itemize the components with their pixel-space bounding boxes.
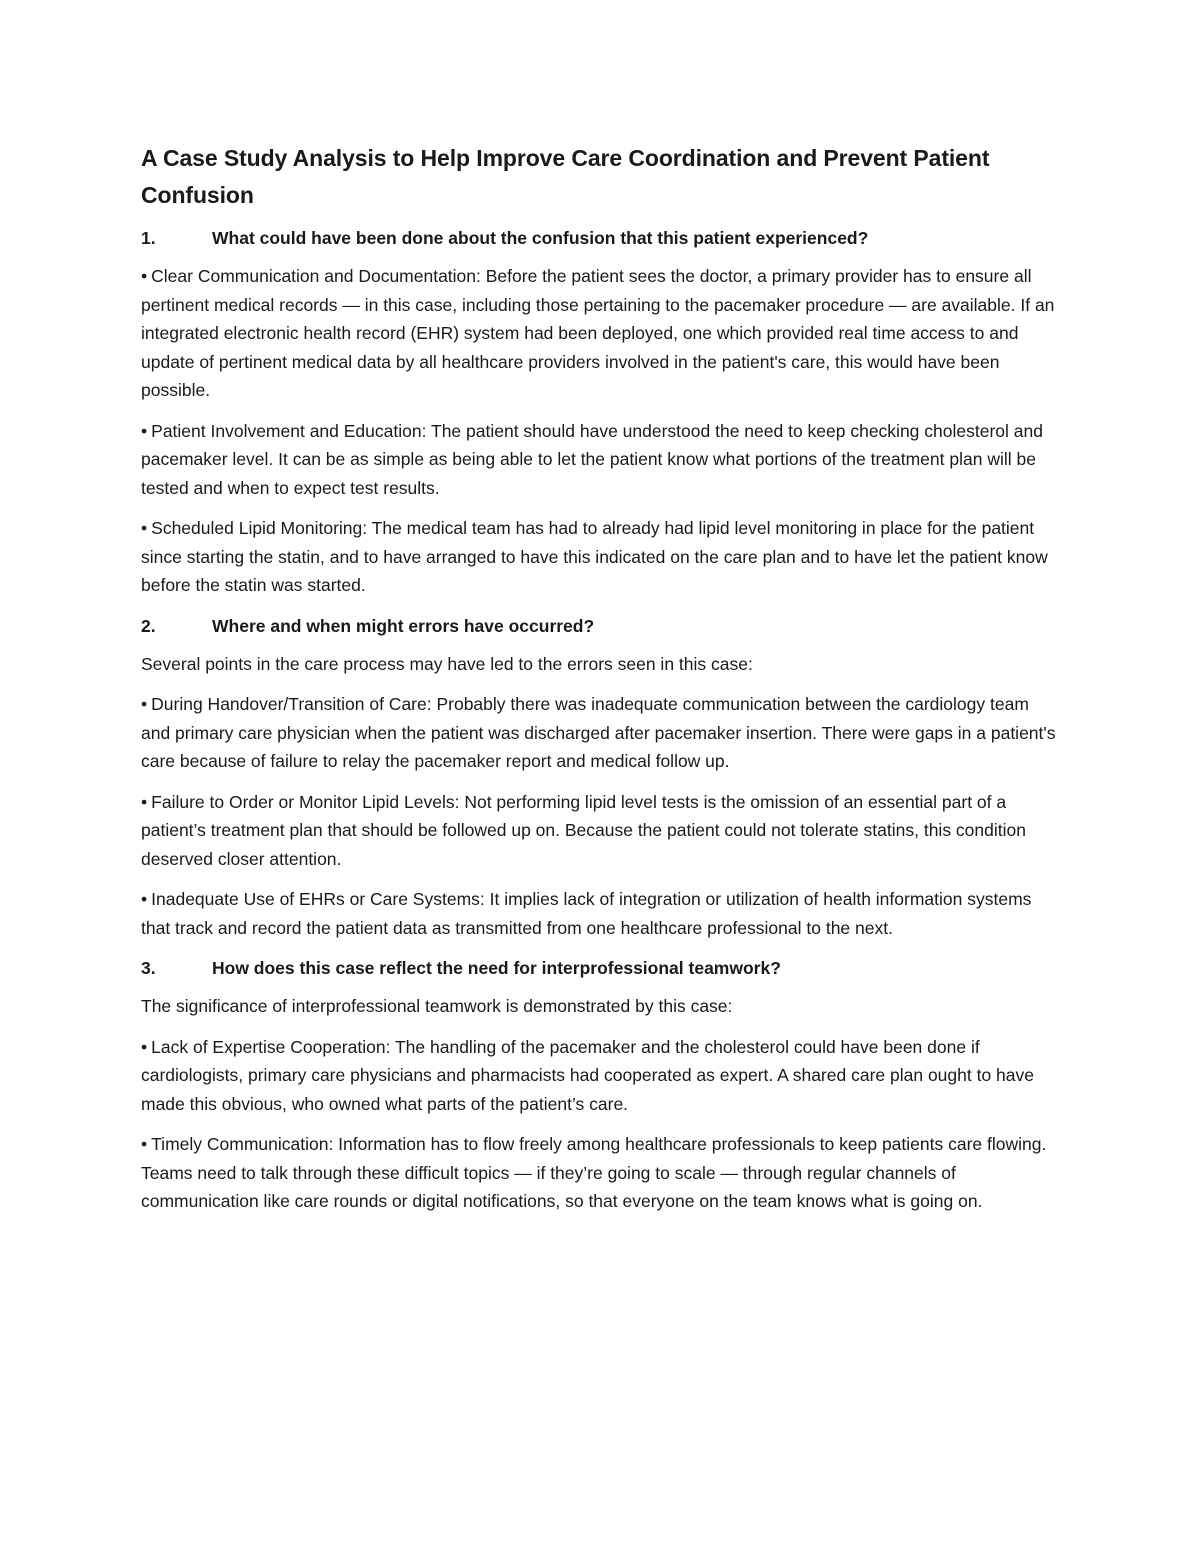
question-number: 2. [141, 615, 156, 636]
question-heading [141, 224, 1061, 252]
bullet-icon: • [141, 518, 148, 538]
bullet-text: During Handover/Transition of Care: Probably there was inadequate communication between the cardiology team and primary care physician when the patient was discharged after pacemaker insertion. There were gaps in a patient's care because of failure to relay the pacemaker report and medical follow up. [141, 694, 1056, 771]
bullet-icon: • [141, 266, 148, 286]
bullet-paragraph [141, 690, 1061, 776]
question-text: Where and when might errors have occurred? [212, 615, 595, 636]
bullet-paragraph [141, 262, 1061, 405]
section-intro: Several points in the care process may have led to the errors seen in this case: [141, 653, 753, 674]
bullet-text: Clear Communication and Documentation: Before the patient sees the doctor, a primary provider has to ensure all pertinent medical records — in this case, including those pertaining to the pacemaker procedure — are available. If an integrated electronic health record (EHR) system had been deployed, one which provided real time access to and update of pertinent medical data by all healthcare providers involved in the patient's care, this would have been possible. [141, 266, 1055, 400]
question-number: 1. [141, 228, 156, 248]
bullet-icon: • [141, 1134, 148, 1154]
question-heading [141, 612, 1061, 640]
bullet-paragraph [141, 885, 1061, 942]
bullet-icon: • [141, 694, 148, 714]
bullet-paragraph [141, 417, 1061, 503]
bullet-paragraph [141, 514, 1061, 600]
bullet-paragraph [141, 1033, 1061, 1119]
bullet-text: Failure to Order or Monitor Lipid Levels: Not performing lipid level tests is the omission of an essential part of a patient’s treatment plan that should be followed up on. Because the patient could not tolerate statins, this condition deserved closer attention. [141, 791, 1026, 869]
bullet-icon: • [141, 889, 148, 909]
bullet-icon: • [141, 791, 148, 812]
bullet-paragraph [141, 788, 1061, 874]
document-page [141, 140, 1061, 1228]
question-number: 3. [141, 958, 156, 978]
bullet-text: Timely Communication: Information has to flow freely among healthcare professionals to keep patients care flowing. Teams need to talk through these difficult topics — if they’re going to scale — through regular channels of communication like care rounds or digital notifications, so that everyone on the team knows what is going on. [141, 1134, 1047, 1211]
question-text: How does this case reflect the need for interprofessional teamwork? [212, 958, 781, 978]
page-title: A Case Study Analysis to Help Improve Care Coordination and Prevent Patient Confusion [141, 145, 990, 208]
bullet-text: Lack of Expertise Cooperation: The handling of the pacemaker and the cholesterol could have been done if cardiologists, primary care physicians and pharmacists had cooperated as expert. A shared care plan ought to have made this obvious, who owned what parts of the patient’s care. [141, 1036, 1035, 1114]
bullet-text: Scheduled Lipid Monitoring: The medical team has had to already had lipid level monitoring in place for the patient since starting the statin, and to have arranged to have this indicated on the care plan and to have let the patient know before the statin was started. [141, 518, 1048, 595]
section-intro: The significance of interprofessional teamwork is demonstrated by this case: [141, 996, 733, 1016]
question-heading [141, 954, 1061, 982]
bullet-icon: • [141, 1036, 148, 1057]
bullet-text: Patient Involvement and Education: The patient should have understood the need to keep checking cholesterol and pacemaker level. It can be as simple as being able to let the patient know what portions of the treatment plan will be tested and when to expect test results. [141, 420, 1043, 498]
question-text: What could have been done about the confusion that this patient experienced? [212, 228, 869, 248]
bullet-text: Inadequate Use of EHRs or Care Systems: It implies lack of integration or utilization of health information systems that track and record the patient data as transmitted from one healthcare professional to the next. [141, 889, 1032, 938]
bullet-icon: • [141, 420, 148, 441]
bullet-paragraph [141, 1130, 1061, 1216]
